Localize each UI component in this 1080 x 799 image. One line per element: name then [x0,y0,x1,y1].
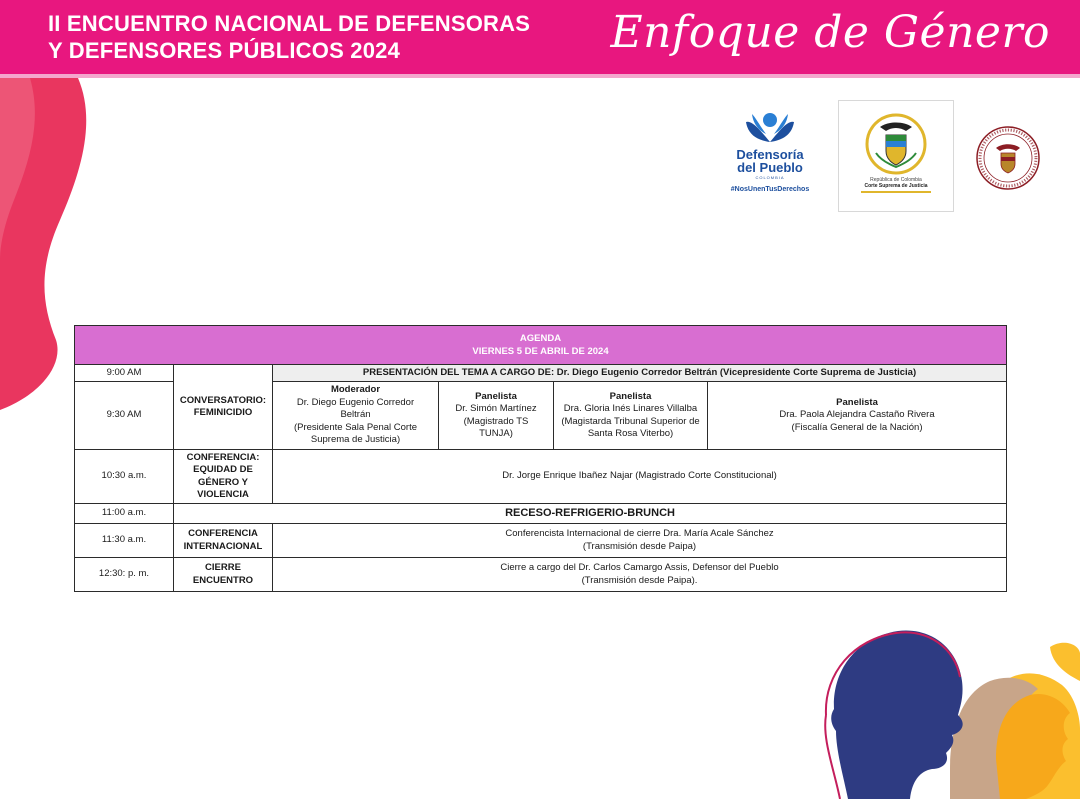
event-title [48,10,530,64]
header-banner [0,0,1080,74]
panel-cell-panelist-3 [708,382,1007,450]
panel-cell-panelist-2 [554,382,708,450]
panel-text-line: Beltrán [340,409,371,421]
panel-text-line: Dr. Diego Eugenio Corredor [296,396,415,408]
corte-suprema-underline [861,191,931,193]
topic-label: CONVERSATORIO: FEMINICIDIO [179,394,267,418]
topic-line: CONFERENCIA: [186,451,260,463]
panel-text-line: TUNJA) [479,428,513,439]
agenda-title: AGENDA [519,333,562,344]
time-cell: 11:30 a.m. [75,524,174,558]
panel-text-line: Dra. Paola Alejandra Castaño Rivera [779,409,935,421]
topic-line: INTERNACIONAL [183,540,263,552]
content-line: Cierre a cargo del Dr. Carlos Camargo Assis, Defensor del Pueblo [500,562,779,573]
content-cell: Dr. Jorge Enrique Ibañez Najar (Magistrado Corte Constitucional) [273,450,1007,504]
panel-text-line: Santa Rosa Viterbo) [587,428,674,439]
panel-text-line: Dr. Simón Martínez [455,403,537,414]
agenda-row [75,450,1007,504]
topic-line: CONFERENCIA [188,528,258,539]
time-cell: 10:30 a.m. [75,450,174,504]
time-cell: 12:30: p. m. [75,558,174,592]
agenda-row [75,504,1007,524]
agenda-row [75,524,1007,558]
defensoria-hands-icon [742,108,798,148]
agenda-row [75,365,1007,382]
time-cell: 9:00 AM [75,365,174,382]
content-line: (Transmisión desde Paipa) [582,540,697,552]
panel-cell-panelist-1 [439,382,554,450]
time-cell: 11:00 a.m. [75,504,174,524]
presentation-cell: PRESENTACIÓN DEL TEMA A CARGO DE: Dr. Diego Eugenio Corredor Beltrán (Vicepresidente Corte Suprema de Justicia) [273,365,1007,382]
panel-role: Panelista [609,390,652,402]
defensoria-hashtag: #NosUnenTusDerechos [730,186,810,193]
panel-text-line: (Magistrado TS [463,415,529,427]
agenda-header-row [75,326,1007,365]
panel-role: Moderador [330,384,381,396]
defensoria-country: COLOMBIA [755,175,785,180]
topic-line: GÉNERO Y [198,476,248,488]
time-cell: 9:30 AM [75,382,174,450]
coat-of-arms-icon [862,113,930,175]
banner-divider [0,74,1080,78]
defensoria-logo [722,108,818,204]
tagline: Enfoque de Género [610,7,1050,58]
event-title-line-1: II ENCUENTRO NACIONAL DE DEFENSORAS [48,11,531,36]
panel-role: Panelista [836,396,878,408]
topic-cell [174,524,273,558]
topic-line: EQUIDAD DE [193,464,253,475]
topic-cell [174,365,273,450]
panel-role: Panelista [475,390,517,402]
decorative-profile-heads [800,619,1080,799]
topic-line: VIOLENCIA [197,489,249,500]
corte-constitucional-seal [976,126,1040,190]
panel-text-line: Suprema de Justicia) [310,434,401,446]
agenda-row [75,558,1007,592]
defensoria-name-line-2: del Pueblo [737,160,803,175]
content-line: (Transmisión desde Paipa). [581,574,698,586]
recess-cell: RECESO-REFRIGERIO-BRUNCH [174,504,1007,524]
agenda-header [75,326,1007,365]
content-cell [273,524,1007,558]
defensoria-name-line-1: Defensoría [736,147,804,162]
topic-line: ENCUENTRO [192,574,254,586]
panel-text-line: (Magistarda Tribunal Superior de [561,415,700,427]
event-title-line-2: Y DEFENSORES PÚBLICOS 2024 [48,38,401,63]
content-cell [273,558,1007,592]
corte-suprema-logo [838,100,954,212]
panel-text-line: Dra. Gloria Inés Linares Villalba [563,403,698,414]
corte-suprema-name: Corte Suprema de Justicia [864,183,928,189]
panel-text-line: (Presidente Sala Penal Corte [293,421,418,433]
corte-suprema-country: República de Colombia [870,177,922,183]
topic-cell [174,450,273,504]
agenda-table [74,325,1007,592]
topic-line: CIERRE [205,562,241,573]
agenda-date: VIERNES 5 DE ABRIL DE 2024 [472,346,609,357]
topic-cell [174,558,273,592]
content-line: Conferencista Internacional de cierre Dra. María Acale Sánchez [505,528,774,539]
panel-text-line: (Fiscalía General de la Nación) [791,421,923,433]
panel-cell-moderator [273,382,439,450]
